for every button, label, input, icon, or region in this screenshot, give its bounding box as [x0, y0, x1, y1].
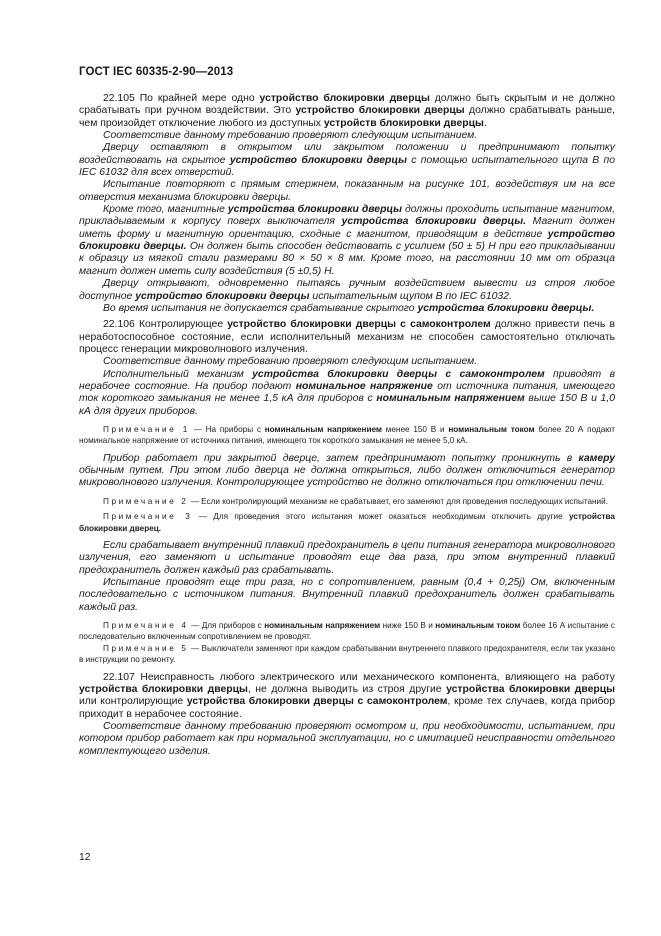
- text-run: Соответствие данному требованию проверяют осмотром и, при необходимости, испытанием, при котором прибор работает как при нормальной эксплуатации, но с имитацией неисправности отдельного комплектующего изделия.: [79, 721, 615, 757]
- body-paragraph: [79, 303, 615, 315]
- text-run: — Если контролирующий механизм не срабатывает, его заменяют для проведения последующих испытаний.: [188, 496, 608, 506]
- text-run: обычным путем. При этом либо дверца не должна открыться, либо должен отключиться генератор микроволнового излучения. Контролирующее устройство не должно отключаться при отключении печи.: [79, 465, 615, 489]
- page-number: 12: [79, 852, 91, 863]
- body-paragraph: [79, 672, 615, 721]
- text-run: Кроме того, магнитные: [103, 204, 228, 216]
- text-run: , не должна выводить из строя другие: [247, 684, 447, 696]
- text-run: — На приборы с: [189, 424, 265, 434]
- text-run: испытательным щупом В по IEC 61032.: [309, 290, 512, 302]
- bold-term: устройство блокировки дверцы с самоконтролем: [227, 319, 491, 331]
- bold-term: устройства блокировки дверцы с самоконтролем: [252, 368, 545, 380]
- note-label: Примечание 3: [103, 512, 193, 522]
- body-paragraph: [79, 204, 615, 278]
- bold-term: устройство блокировки дверцы.: [79, 228, 615, 253]
- text-run: выше 150 В и 1,0 кА для других приборов.: [79, 393, 615, 417]
- text-run: Во время испытания не допускается срабатывание скрытого: [103, 302, 418, 314]
- bold-term: номинальным напряжением: [264, 424, 382, 434]
- bold-term: устройства блокировки дверец.: [79, 512, 615, 533]
- text-run: Испытание проводят еще три раза, но с сопротивлением, равным (0,4 + 0,25j) Ом, включенным последовательно с источником питания. Внутренний плавкий предохранитель должен срабатывать каждый раз.: [79, 577, 615, 613]
- body-paragraph: [79, 577, 615, 614]
- bold-term: устройство блокировки дверцы: [229, 154, 407, 166]
- text-run: должны проходить испытание магнитом, прикладываемым к корпусу поверх выключателя: [79, 204, 615, 228]
- note-paragraph: [79, 496, 615, 507]
- body-paragraph: [79, 130, 615, 142]
- text-run: Дверцу открывают, одновременно пытаясь ручным воздействием вывести из строя любое доступное: [79, 278, 615, 302]
- bold-term: устройство блокировки дверцы: [259, 93, 430, 104]
- bold-term: устройства блокировки дверцы с самоконтролем: [186, 696, 448, 708]
- text-run: более 20 А подают номинальное напряжение от источника питания, имеющего ток короткого замыкания не менее 5,0 кА.: [79, 424, 615, 446]
- text-run: более 16 А испытание с последовательно включенным сопротивлением не проводят.: [79, 621, 616, 642]
- body-paragraph: [79, 142, 615, 179]
- bold-term: номинальным напряжением: [376, 393, 525, 405]
- text-run: — Выключатели заменяют при каждом срабатывании внутреннего плавкого предохранителя, если так указано в инструкции по ремонту.: [79, 643, 615, 665]
- bold-term: устройство блокировки дверцы: [135, 290, 310, 302]
- body-paragraph: [79, 278, 615, 303]
- text-run: Прибор работает при закрытой дверце, затем предпринимают попытку проникнуть в: [103, 452, 579, 464]
- text-run: с помощью испытательного щупа В по IEC 61032 для всех отверстий.: [79, 154, 616, 179]
- text-run: 22.106 Контролирующее: [103, 319, 228, 331]
- text-run: приводят в нерабочее состояние. На прибор подают: [79, 368, 615, 392]
- bold-term: устройства блокировки дверцы.: [417, 302, 595, 314]
- note-label: Примечание 4: [103, 621, 189, 631]
- text-run: Он должен быть способен действовать с усилием (50 ± 5) Н при его прикладывании к образцу из мягкой стали размерами 80 × 50 × 8 мм. Кроме того, на расстоянии 10 мм от образца магнит должен иметь силу воздействия (5 ±0,5) Н.: [79, 241, 616, 277]
- body-paragraph: [79, 179, 615, 204]
- body-paragraph: [79, 369, 615, 418]
- document-body: [79, 93, 615, 758]
- body-paragraph: [79, 540, 615, 577]
- text-run: Магнит должен иметь форму и магнитную ориентацию, сходные с магнитом, приводящим в действие: [79, 216, 615, 240]
- text-run: от источника питания, имеющего ток короткого замыкания не менее 1,5 кА для приборов с: [79, 380, 615, 405]
- bold-term: устройства блокировки дверцы: [446, 684, 615, 696]
- body-paragraph: [79, 721, 615, 758]
- note-paragraph: [79, 511, 615, 534]
- body-paragraph: [79, 356, 615, 368]
- bold-term: устройств блокировки дверцы: [323, 117, 484, 129]
- text-run: 22.105 По крайней мере одно: [103, 93, 260, 104]
- body-paragraph: [79, 453, 615, 490]
- text-run: ниже 150 В и: [380, 621, 436, 631]
- text-run: 22.107 Неисправность любого электрического или механического компонента, влияющего на работу: [103, 671, 615, 683]
- body-paragraph: [79, 319, 615, 356]
- text-run: Дверцу оставляют в открытом или закрытом положении и предпринимают попытку воздействовать на скрытое: [79, 142, 615, 166]
- note-label: Примечание 5: [103, 643, 189, 653]
- bold-term: устройство блокировки дверцы: [295, 105, 465, 117]
- text-run: Соответствие данному требованию проверяют следующим испытанием.: [103, 130, 478, 142]
- text-run: должно срабатывать раньше, чем произойдет отключение любого из доступных: [79, 105, 616, 129]
- bold-term: камеру: [578, 452, 615, 464]
- bold-term: устройства блокировки дверцы.: [341, 216, 526, 228]
- bold-term: номинальным током: [435, 621, 521, 631]
- bold-term: номинальным напряжением: [264, 621, 381, 631]
- bold-term: устройства блокировки дверцы: [227, 204, 402, 216]
- note-paragraph: [79, 424, 615, 447]
- note-paragraph: [79, 643, 615, 666]
- text-run: , кроме тех случаев, когда прибор приходит в нерабочее состояние.: [79, 696, 615, 720]
- text-run: Если срабатывает внутренний плавкий предохранитель в цепи питания генератора микроволнового излучения, его заменяют и испытание проводят еще два раза, при этом внутренний плавкий предохранитель должен каждый раз срабатывать.: [79, 540, 615, 576]
- text-run: Соответствие данному требованию проверяют следующим испытанием.: [103, 356, 478, 368]
- note-label: Примечание 1: [103, 424, 190, 434]
- text-run: Исполнительный механизм: [103, 368, 253, 380]
- text-run: должно быть скрытым и не должно срабатывать при ручном воздействии. Это: [79, 93, 615, 117]
- text-run: или контролирующие: [79, 696, 187, 708]
- note-paragraph: [79, 620, 615, 643]
- page-header: ГОСТ IEC 60335-2-90—2013: [79, 66, 234, 78]
- text-run: менее 150 В и: [381, 424, 449, 434]
- text-run: — Для проведения этого испытания может оказаться необходимым отключить другие: [192, 512, 569, 522]
- text-run: .: [483, 117, 487, 129]
- body-paragraph: [79, 93, 615, 130]
- text-run: должно привести печь в неработоспособное состояние, если исполнительный механизм не способен самостоятельно отключать процесс генерации микроволнового излучения.: [79, 319, 615, 355]
- text-run: Испытание повторяют с прямым стержнем, показанным на рисунке 101, воздействуя им на все отверстия механизма блокировки дверцы.: [79, 179, 615, 203]
- bold-term: номинальное напряжение: [295, 380, 433, 392]
- text-run: — Для приборов с: [188, 621, 265, 631]
- bold-term: номинальным током: [448, 424, 535, 434]
- note-label: Примечание 2: [103, 496, 189, 506]
- bold-term: устройства блокировки дверцы: [79, 684, 248, 696]
